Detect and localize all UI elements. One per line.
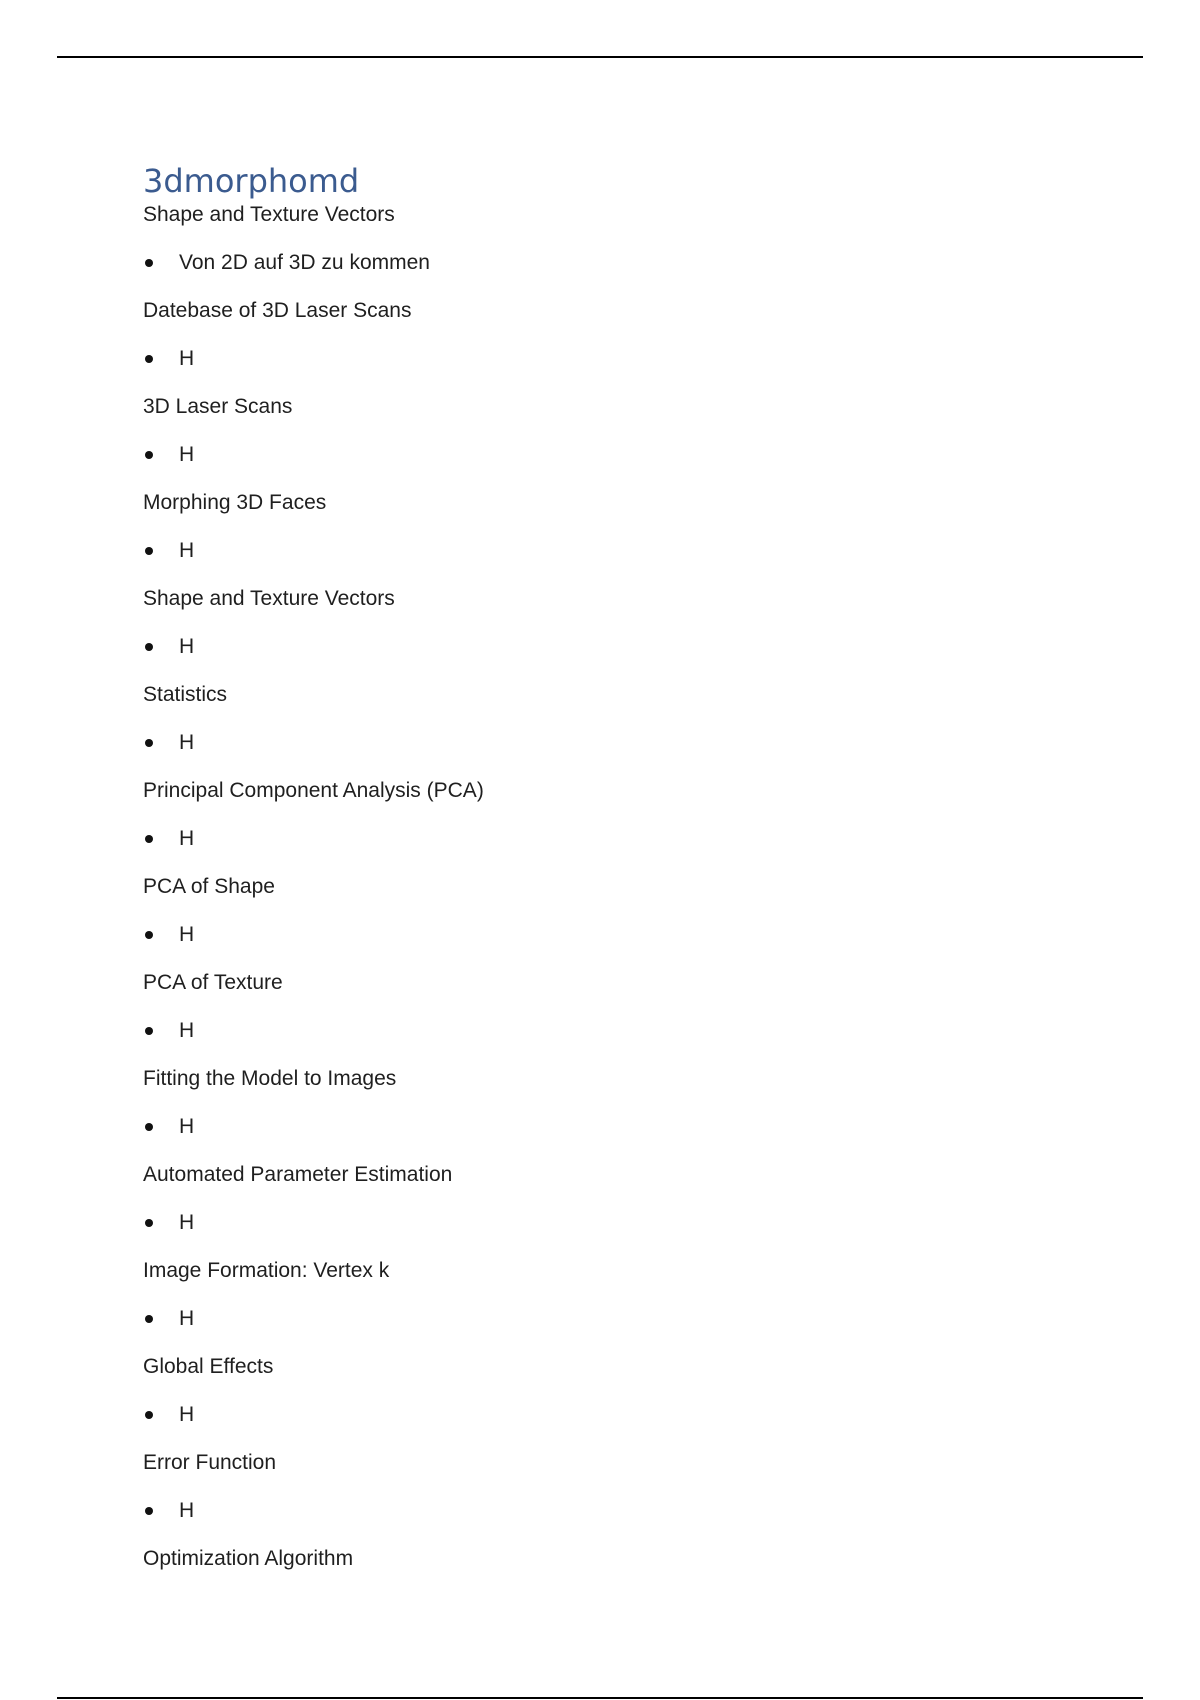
list-item-text: H (179, 827, 195, 850)
bullet-icon (145, 643, 153, 651)
bullet-icon (145, 931, 153, 939)
list-item (143, 1402, 1043, 1428)
bullet-list (143, 1402, 1043, 1428)
section-heading: Principal Component Analysis (PCA) (143, 779, 484, 802)
bullet-list (143, 1498, 1043, 1524)
bullet-list (143, 730, 1043, 756)
list-item-text: H (179, 1403, 195, 1426)
bullet-list (143, 826, 1043, 852)
bullet-list (143, 634, 1043, 660)
section-heading: PCA of Shape (143, 875, 275, 898)
list-item (143, 1210, 1043, 1236)
list-item-text: H (179, 1211, 195, 1234)
header-rule (57, 56, 1143, 58)
document-section (143, 298, 1043, 372)
document-section (143, 1162, 1043, 1236)
section-heading: PCA of Texture (143, 971, 283, 994)
section-heading: Datebase of 3D Laser Scans (143, 299, 412, 322)
section-heading: Image Formation: Vertex k (143, 1259, 390, 1282)
bullet-icon (145, 835, 153, 843)
list-item-text: H (179, 731, 195, 754)
bullet-icon (145, 1219, 153, 1227)
section-heading: Error Function (143, 1451, 277, 1474)
bullet-list (143, 1210, 1043, 1236)
bullet-list (143, 1018, 1043, 1044)
section-heading: Optimization Algorithm (143, 1547, 354, 1570)
list-item-text: H (179, 923, 195, 946)
list-item (143, 634, 1043, 660)
section-heading: Morphing 3D Faces (143, 491, 327, 514)
list-item-text: H (179, 347, 195, 370)
document-section (143, 1546, 1043, 1572)
list-item-text: H (179, 1019, 195, 1042)
document-section (143, 874, 1043, 948)
list-item (143, 442, 1043, 468)
list-item (143, 826, 1043, 852)
bullet-list (143, 1114, 1043, 1140)
bullet-icon (145, 355, 153, 363)
list-item-text: H (179, 1307, 195, 1330)
section-list (143, 202, 1043, 1572)
list-item-text: H (179, 1499, 195, 1522)
document-section (143, 586, 1043, 660)
document-section (143, 778, 1043, 852)
footer-rule (57, 1697, 1143, 1699)
list-item (143, 1114, 1043, 1140)
list-item-text: H (179, 539, 195, 562)
section-heading: Automated Parameter Estimation (143, 1163, 453, 1186)
document-body (143, 162, 1043, 1572)
list-item (143, 250, 1043, 276)
document-section (143, 1354, 1043, 1428)
document-section (143, 202, 1043, 276)
bullet-list (143, 1306, 1043, 1332)
list-item (143, 922, 1043, 948)
bullet-icon (145, 739, 153, 747)
document-section (143, 1066, 1043, 1140)
list-item (143, 1498, 1043, 1524)
bullet-icon (145, 451, 153, 459)
bullet-list (143, 442, 1043, 468)
section-heading: Shape and Texture Vectors (143, 587, 395, 610)
list-item (143, 346, 1043, 372)
bullet-list (143, 346, 1043, 372)
document-section (143, 1258, 1043, 1332)
section-heading: Shape and Texture Vectors (143, 203, 395, 226)
bullet-icon (145, 547, 153, 555)
section-heading: 3D Laser Scans (143, 395, 293, 418)
section-heading: Fitting the Model to Images (143, 1067, 397, 1090)
bullet-list (143, 250, 1043, 276)
bullet-list (143, 538, 1043, 564)
list-item (143, 1018, 1043, 1044)
bullet-icon (145, 1411, 153, 1419)
list-item-text: H (179, 635, 195, 658)
bullet-list (143, 922, 1043, 948)
list-item-text: H (179, 443, 195, 466)
section-heading: Statistics (143, 683, 228, 706)
document-title: 3dmorphomd (143, 162, 360, 200)
document-section (143, 1450, 1043, 1524)
bullet-icon (145, 1507, 153, 1515)
document-section (143, 682, 1043, 756)
list-item (143, 538, 1043, 564)
document-section (143, 490, 1043, 564)
list-item-text: H (179, 1115, 195, 1138)
list-item-text: Von 2D auf 3D zu kommen (179, 251, 430, 274)
bullet-icon (145, 1123, 153, 1131)
list-item (143, 730, 1043, 756)
document-section (143, 394, 1043, 468)
list-item (143, 1306, 1043, 1332)
section-heading: Global Effects (143, 1355, 274, 1378)
document-section (143, 970, 1043, 1044)
bullet-icon (145, 1315, 153, 1323)
bullet-icon (145, 259, 153, 267)
bullet-icon (145, 1027, 153, 1035)
